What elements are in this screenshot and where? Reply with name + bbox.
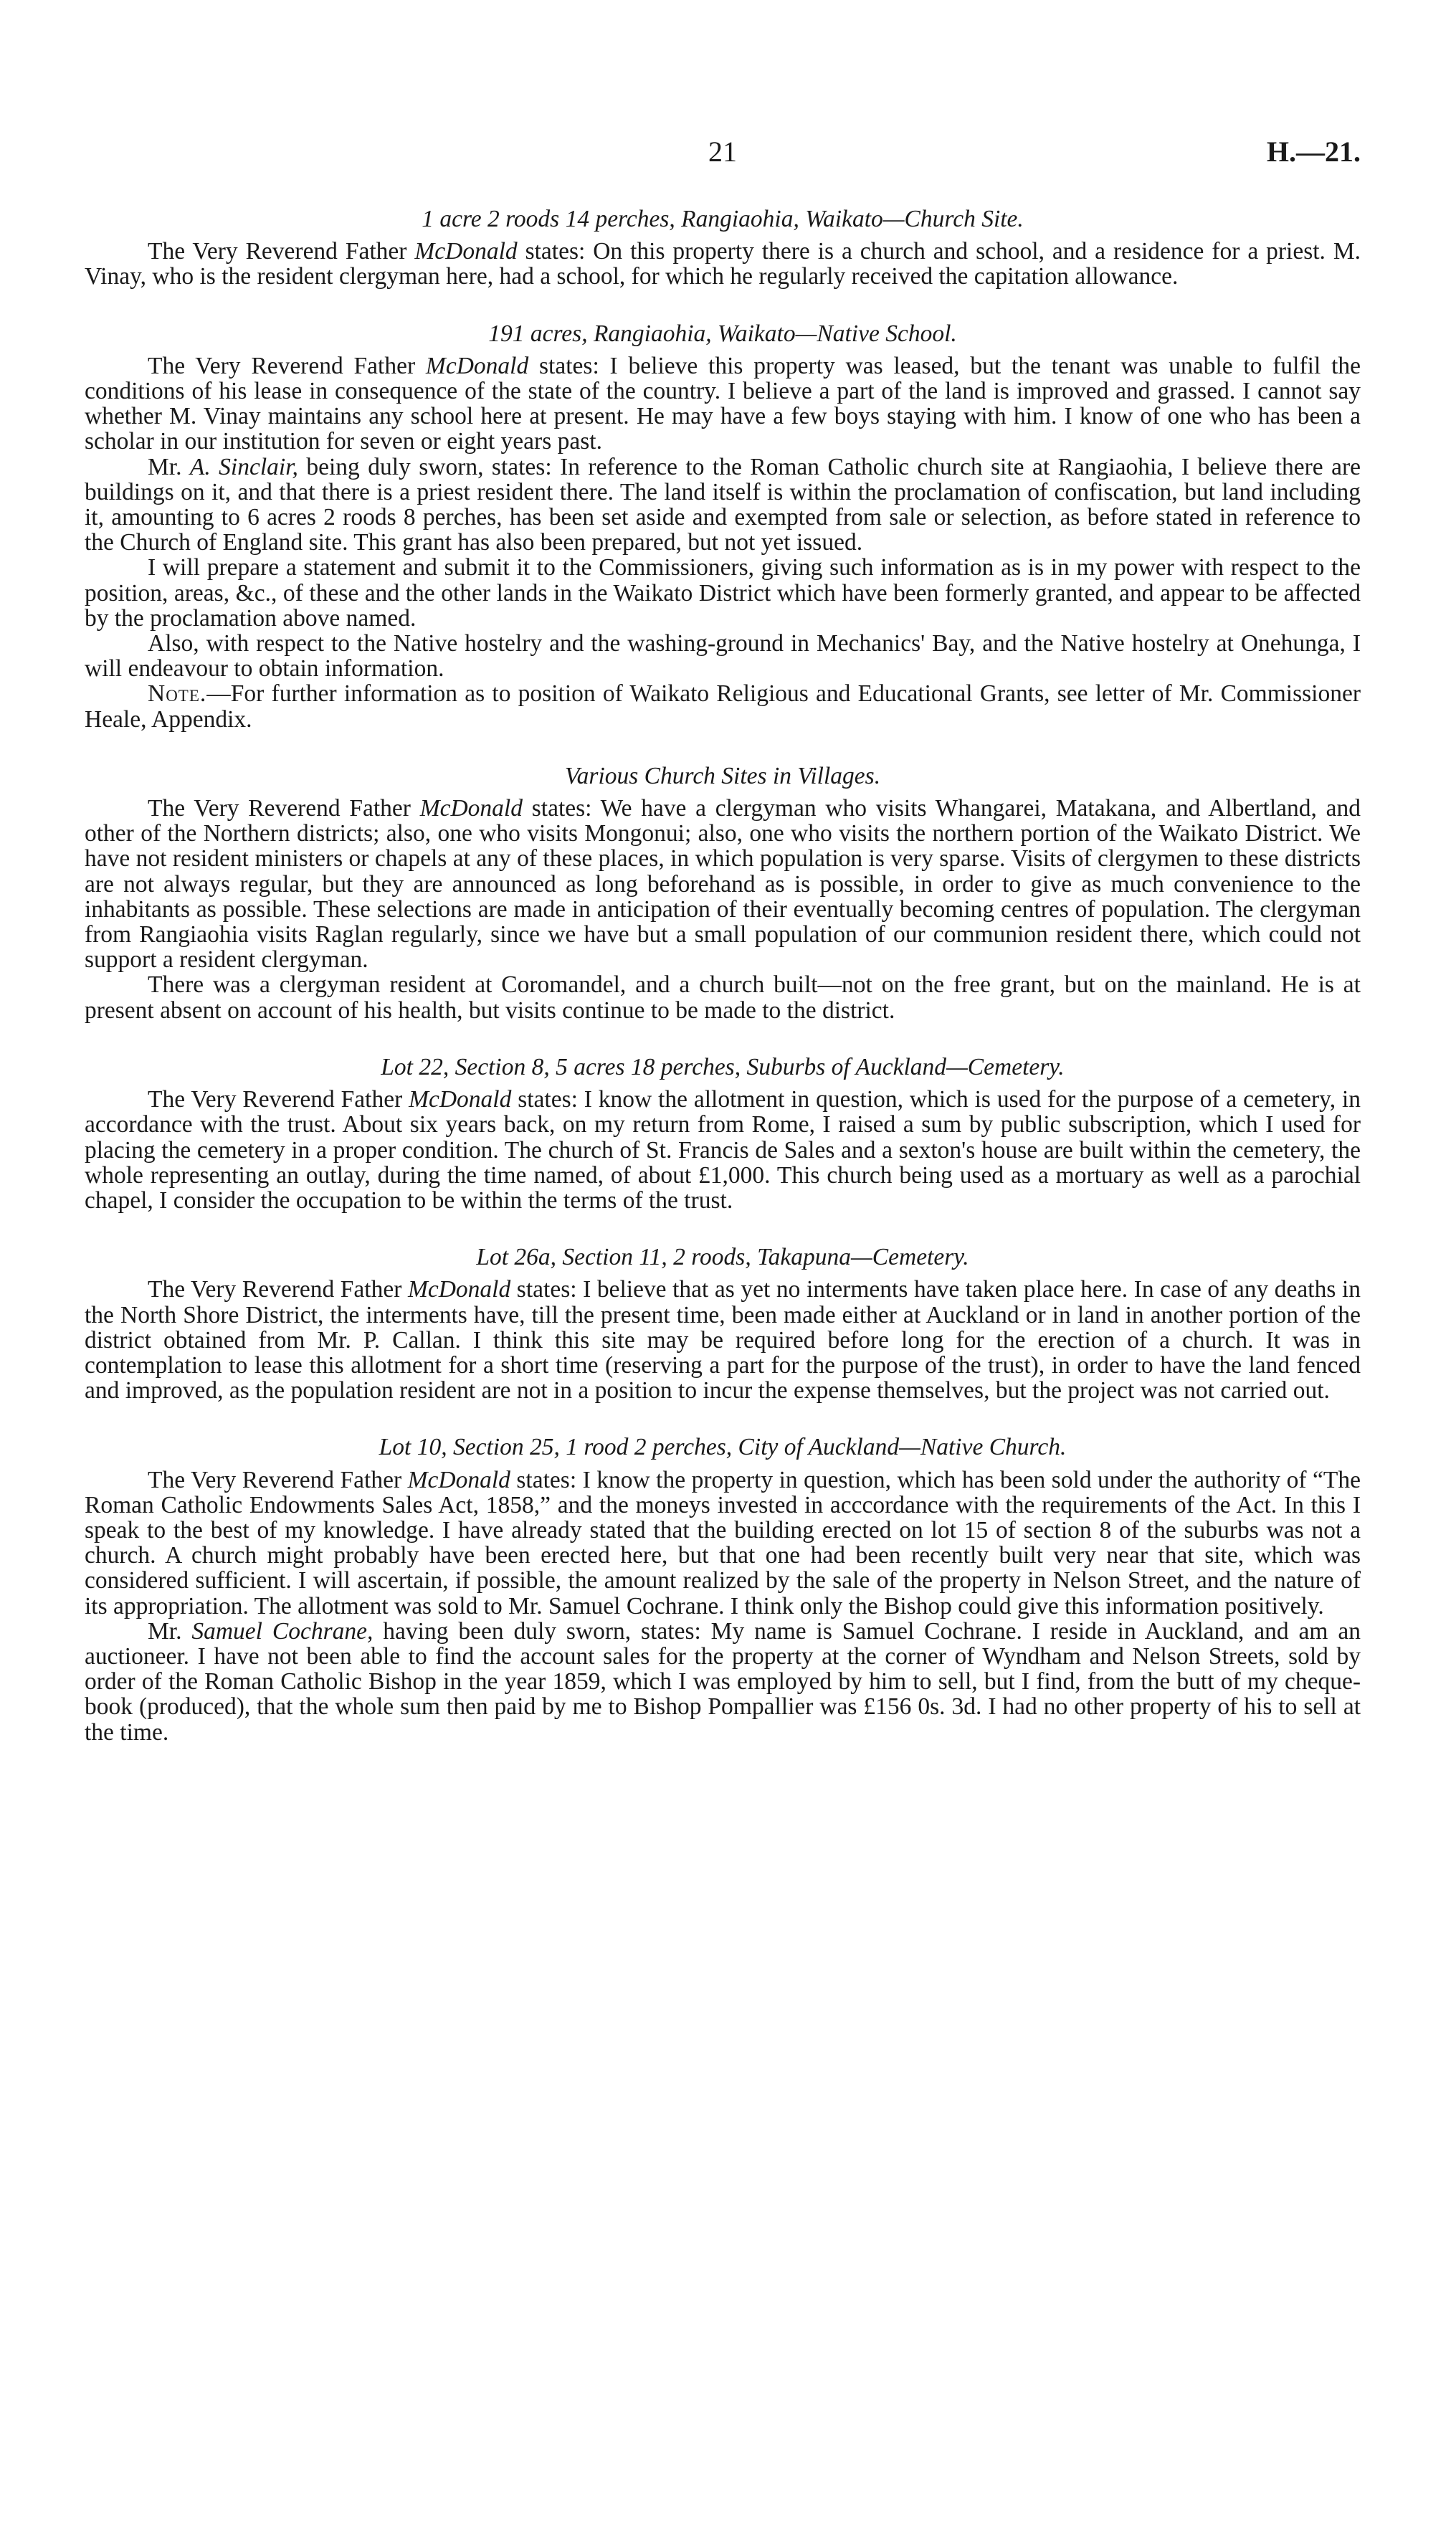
paragraph-lead: The Very Reverend Father [148, 352, 426, 379]
paragraph-lead: The Very Reverend Father [148, 1086, 409, 1113]
speaker-name: McDonald [425, 352, 529, 379]
body-paragraph [85, 972, 1361, 1022]
body-paragraph [85, 455, 1361, 556]
section-heading: 1 acre 2 roods 14 perches, Rangiaohia, Waikato—Church Site. [422, 206, 1024, 232]
speaker-name: A. Sinclair, [189, 453, 298, 480]
paragraph-lead: Mr. [148, 1617, 192, 1645]
section-heading: Lot 22, Section 8, 5 acres 18 perches, Suburbs of Auckland—Cemetery. [381, 1053, 1065, 1080]
document-section [85, 1245, 1361, 1403]
paragraph-text: having been duly sworn, states: My name is Samuel Cochrane. I reside in Auckland, and am an auctioneer. I have not been able to find the account sales for the property at the corner of Wyndham and Nelson Streets, sold by order of the Roman Catholic Bishop in the year 1859, which I was employed by him to sell, but I find, from the butt of my cheque-book (produced), that the whole sum then paid by me to Bishop Pompallier was £156 0s. 3d. I had no other property of his to sell at the time. [85, 1617, 1361, 1746]
body-paragraph [85, 239, 1361, 289]
body-paragraph [85, 1468, 1361, 1619]
document-section [85, 764, 1361, 1023]
paragraph-text: states: I believe that as yet no interments have taken place here. In case of any deaths in the North Shore District, the interments have, till the present time, been made either at Auckland or in land in another portion of the district obtained from Mr. P. Callan. I think this site may be required before long for the erection of a church. It was in contemplation to lease this allotment for a short time (reserving a part for the purpose of the trust), in order to have the land fenced and improved, as the population resident are not in a position to incur the expense themselves, but the project was not carried out. [85, 1276, 1361, 1404]
speaker-name: McDonald [409, 1086, 512, 1113]
paragraph-lead: The Very Reverend Father [148, 1466, 408, 1493]
body-paragraph [85, 353, 1361, 455]
speaker-name: McDonald [414, 238, 518, 265]
speaker-name: McDonald [407, 1466, 510, 1493]
paragraph-text: —For further information as to position of Waikato Religious and Educational Grants, see letter of Mr. Commissioner Heale, Appendix. [85, 680, 1361, 733]
paragraph-text: states: We have a clergyman who visits Whangarei, Matakana, and Albertland, and other of the Northern districts; also, one who visits Mongonui; also, one who visits the northern portion of the Waikato District. We have not resident ministers or chapels at any of these places, in which population is very sparse. Visits of clergymen to these districts are not always regular, but they are announced as long beforehand as is possible, in order to give as much convenience to the inhabitants as possible. These selections are made in anticipation of their eventually becoming centres of population. The clergyman from Rangiaohia visits Raglan regularly, since we have but a small population of our communion resident there, which could not support a resident clergyman. [85, 795, 1361, 974]
body-paragraph [85, 1087, 1361, 1213]
paragraph-text: There was a clergyman resident at Coromandel, and a church built—not on the free grant, but on the mainland. He is at present absent on account of his health, but visits continue to be made to the district. [85, 971, 1361, 1024]
document-section [85, 1055, 1361, 1213]
paragraph-lead: The Very Reverend Father [148, 795, 420, 822]
paragraph-text: states: On this property there is a church and school, and a residence for a priest. M. Vinay, who is the resident clergyman here, had a school, for which he regularly received the capitation allowance. [85, 238, 1361, 290]
speaker-name: McDonald [407, 1276, 511, 1303]
speaker-name: McDonald [419, 795, 523, 822]
paragraph-lead: The Very Reverend Father [148, 238, 415, 265]
page-header [85, 135, 1361, 178]
body-paragraph [85, 1619, 1361, 1745]
section-heading: Lot 10, Section 25, 1 rood 2 perches, City of Auckland—Native Church. [379, 1434, 1067, 1461]
speaker-name: Samuel Cochrane, [191, 1617, 373, 1645]
paragraph-text: states: I know the property in question, which has been sold under the authority of “The Roman Catholic Endowments Sales Act, 1858,” and the moneys invested in acccordance with the requirements of the Act. In this I speak to the best of my knowledge. I have already stated that the building erected on lot 15 of section 8 of the suburbs was not a church. A church might probably have been erected here, but that one had been recently built very near that site, which was considered sufficient. I will ascertain, if possible, the amount realized by the sale of the property in Nelson Street, and the nature of its appropriation. The allotment was sold to Mr. Samuel Cochrane. I think only the Bishop could give this information positively. [85, 1466, 1361, 1619]
paragraph-text: Also, with respect to the Native hostelry and the washing-ground in Mechanics' Bay, and the Native hostelry at Onehunga, I will endeavour to obtain information. [85, 630, 1361, 682]
document-body [85, 206, 1361, 1745]
body-paragraph [85, 796, 1361, 972]
body-paragraph [85, 555, 1361, 631]
body-paragraph [85, 681, 1361, 731]
document-section [85, 1435, 1361, 1744]
paragraph-lead: The Very Reverend Father [148, 1276, 408, 1303]
paragraph-text: being duly sworn, states: In reference to the Roman Catholic church site at Rangiaohia, I believe there are buildings on it, and that there is a priest resident there. The land itself is within the proclamation of confiscation, but land including it, amounting to 6 acres 2 roods 8 perches, has been set aside and exempted from sale or selection, as before stated in reference to the Church of England site. This grant has also been prepared, but not yet issued. [85, 453, 1361, 556]
paragraph-text: I will prepare a statement and submit it to the Commissioners, giving such information as is in my power with respect to the position, areas, &c., of these and the other lands in the Waikato District which have been formerly granted, and appear to be affected by the proclamation above named. [85, 554, 1361, 632]
document-section [85, 206, 1361, 290]
body-paragraph [85, 631, 1361, 681]
paragraph-lead: Mr. [148, 453, 190, 480]
section-heading: Lot 26a, Section 11, 2 roods, Takapuna—Cemetery. [476, 1244, 969, 1271]
document-reference: H.—21. [1266, 135, 1361, 168]
section-heading: 191 acres, Rangiaohia, Waikato—Native School. [488, 320, 957, 347]
paragraph-text: states: I believe this property was leased, but the tenant was unable to fulfil the conditions of his lease in consequence of the state of the country. I believe a part of the land is improved and grassed. I cannot say whether M. Vinay maintains any school here at present. He may have a few boys staying with him. I know of one who has been a scholar in our institution for seven or eight years past. [85, 352, 1361, 455]
document-section [85, 321, 1361, 732]
page-number: 21 [708, 135, 737, 168]
section-heading: Various Church Sites in Villages. [564, 762, 881, 789]
paragraph-text: states: I know the allotment in question, which is used for the purpose of a cemetery, in accordance with the trust. About six years back, on my return from Rome, I raised a sum by public subscription, which I used for placing the cemetery in a proper condition. The church of St. Francis de Sales and a sexton's house are built within the cemetery, the whole representing an outlay, during the time named, of about £1,000. This church being used as a mortuary as well as a parochial chapel, I consider the occupation to be within the terms of the trust. [85, 1086, 1361, 1214]
body-paragraph [85, 1277, 1361, 1403]
note-label: Note. [148, 680, 207, 708]
